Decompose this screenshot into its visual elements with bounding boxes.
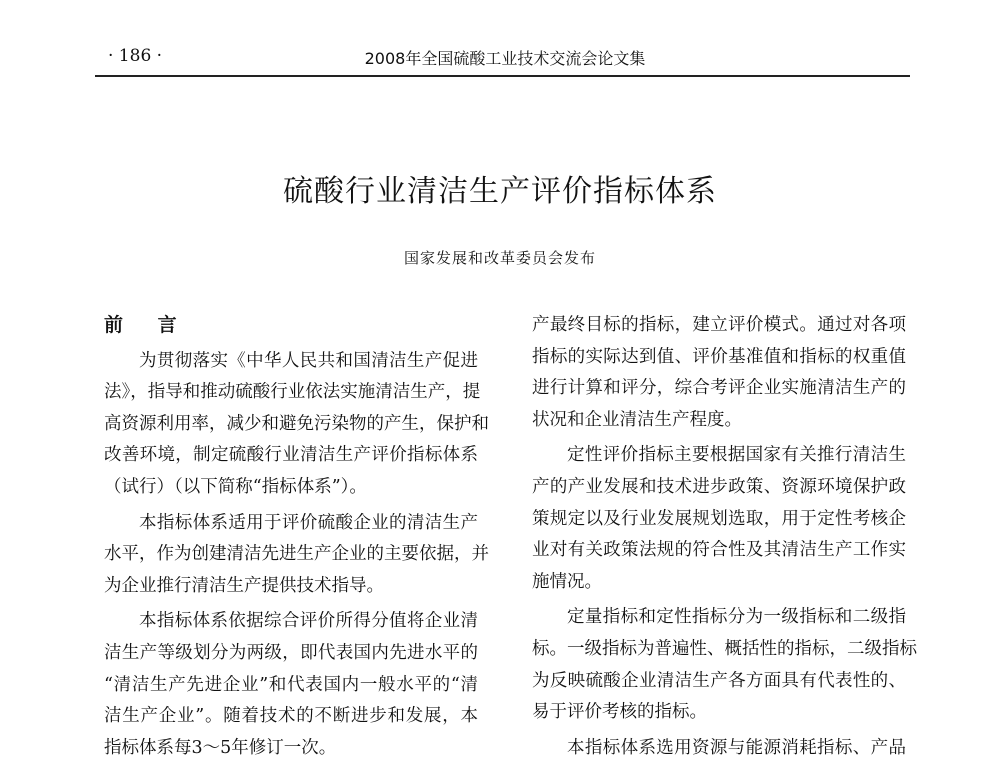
text-line: 指标体系每3～5年修订一次。 <box>104 737 337 758</box>
text-line: 定性评价指标主要根据国家有关推行清洁生 <box>567 445 906 466</box>
text-line: 指标的实际达到值、评价基准值和指标的权重值 <box>532 346 906 367</box>
text-line: 水平，作为创建清洁先进生产企业的主要依据，并 <box>104 544 489 565</box>
article-title: 硫酸行业清洁生产评价指标体系 <box>283 174 717 209</box>
header-rule <box>95 75 910 77</box>
text-line: 为反映硫酸企业清洁生产各方面具有代表性的、 <box>532 670 906 691</box>
section-heading: 前 言 <box>104 314 177 336</box>
text-line: 洁生产等级划分为两级，即代表国内先进水平的 <box>104 642 478 663</box>
text-line: 标。一级指标为普遍性、概括性的指标，二级指标 <box>532 638 917 659</box>
running-title: 2008年全国硫酸工业技术交流会论文集 <box>364 49 646 68</box>
text-line: 为企业推行清洁生产提供技术指导。 <box>104 575 384 596</box>
text-line: （试行）（以下简称“指标体系”）。 <box>104 476 367 497</box>
text-line: “清洁生产先进企业”和代表国内一般水平的“清 <box>104 674 478 695</box>
text-line: 易于评价考核的指标。 <box>532 702 707 723</box>
text-line: 施情况。 <box>532 571 602 592</box>
text-line: 定量指标和定性指标分为一级指标和二级指 <box>567 607 906 628</box>
text-line: 产的产业发展和技术进步政策、资源环境保护政 <box>532 476 906 497</box>
text-line: 进行计算和评分，综合考评企业实施清洁生产的 <box>532 378 906 399</box>
right-column <box>532 310 917 764</box>
text-line: 本指标体系选用资源与能源消耗指标、产品 <box>567 737 906 758</box>
text-line: 业对有关政策法规的符合性及其清洁生产工作实 <box>532 540 906 561</box>
text-line: 为贯彻落实《中华人民共和国清洁生产促进 <box>139 350 478 371</box>
text-line: 洁生产企业”。随着技术的不断进步和发展，本 <box>104 706 478 727</box>
text-line: 策规定以及行业发展规划选取，用于定性考核企 <box>532 508 906 529</box>
text-line: 本指标体系依据综合评价所得分值将企业清 <box>139 611 478 632</box>
left-column <box>104 310 489 764</box>
publisher-line: 国家发展和改革委员会发布 <box>403 249 596 267</box>
page-number: · 186 · <box>108 46 163 66</box>
text-line: 本指标体系适用于评价硫酸企业的清洁生产 <box>139 512 478 533</box>
text-line: 高资源利用率，减少和避免污染物的产生，保护和 <box>104 413 489 434</box>
text-line: 状况和企业清洁生产程度。 <box>532 409 742 430</box>
text-line: 法》，指导和推动硫酸行业依法实施清洁生产，提 <box>104 382 481 403</box>
text-line: 改善环境，制定硫酸行业清洁生产评价指标体系 <box>104 445 478 466</box>
text-line: 产最终目标的指标，建立评价模式。通过对各项 <box>532 315 906 335</box>
